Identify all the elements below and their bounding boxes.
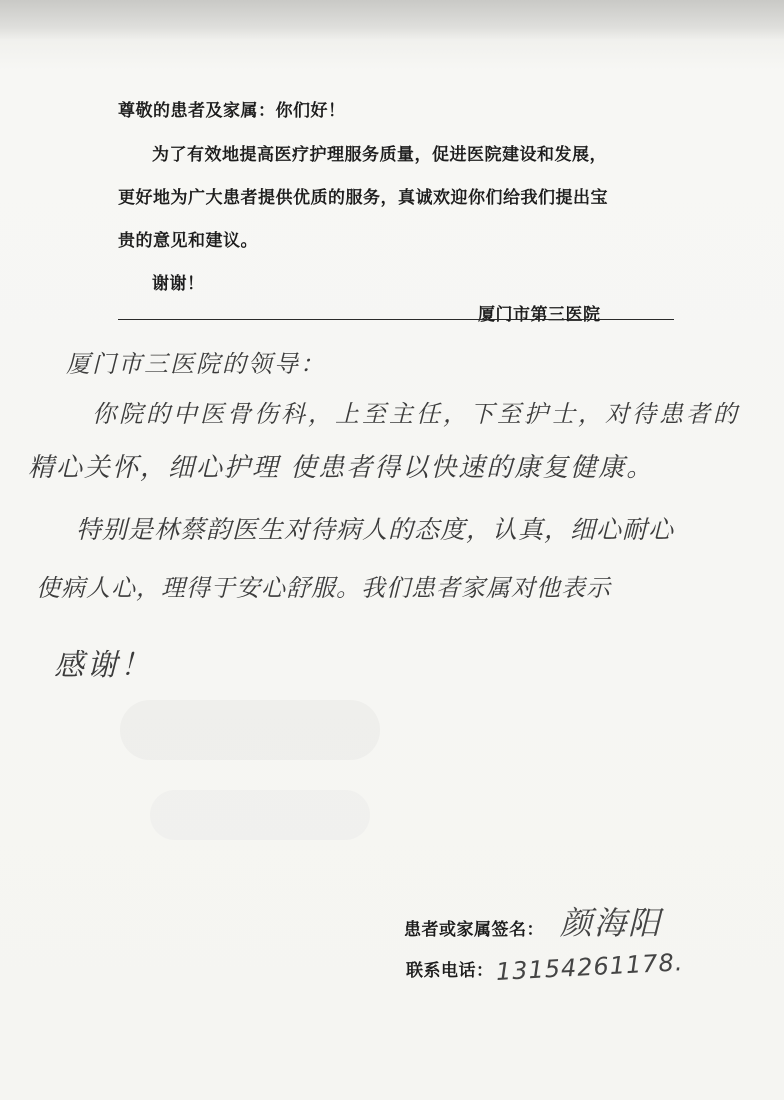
bleed-through-mark xyxy=(120,700,380,760)
handwritten-line-4: 特别是林蔡韵医生对待病人的态度，认真，细心耐心 xyxy=(76,515,675,544)
phone-value: 13154261178. xyxy=(495,948,685,986)
body-line-3: 贵的意见和建议。 xyxy=(118,231,258,251)
greeting: 尊敬的患者及家属：你们好！ xyxy=(118,101,346,121)
handwritten-line-3: 精心关怀，细心护理 使患者得以快速的康复健康。 xyxy=(28,453,655,483)
phone-label: 联系电话： xyxy=(406,961,494,981)
handwritten-line-2: 你院的中医骨伤科，上至主任，下至护士，对待患者的 xyxy=(92,400,740,428)
handwritten-line-5: 使病人心，理得于安心舒服。我们患者家属对他表示 xyxy=(36,574,611,602)
body-line-2: 更好地为广大患者提供优质的服务，真诚欢迎你们给我们提出宝 xyxy=(118,188,608,208)
bleed-through-mark xyxy=(150,790,370,840)
body-line-1: 为了有效地提高医疗护理服务质量，促进医院建设和发展， xyxy=(152,145,607,165)
signature-divider xyxy=(118,319,674,320)
thanks-text: 谢谢！ xyxy=(152,274,205,294)
scan-top-shadow xyxy=(0,0,784,40)
signature-value: 颜海阳 xyxy=(560,904,663,942)
signature-label: 患者或家属签名： xyxy=(404,920,544,940)
handwritten-line-1: 厦门市三医院的领导： xyxy=(66,350,326,378)
handwritten-line-6: 感谢！ xyxy=(54,648,153,683)
hospital-name: 厦门市第三医院 xyxy=(478,305,601,325)
